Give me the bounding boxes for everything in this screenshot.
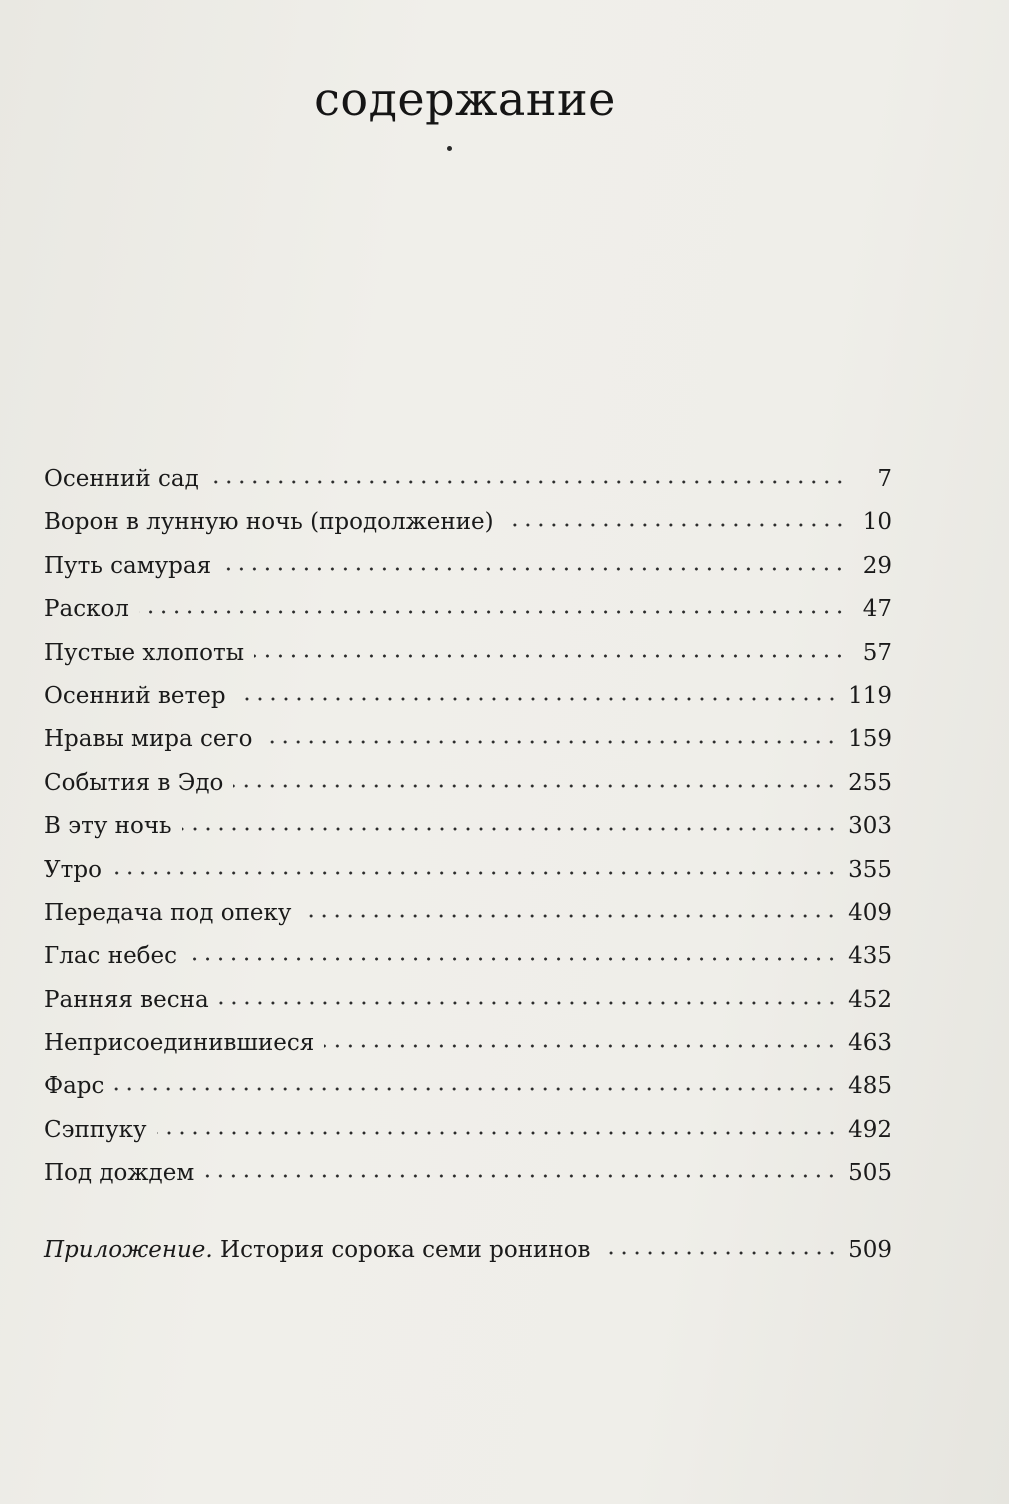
toc-entry <box>44 640 892 683</box>
toc-leader-dots <box>139 609 846 615</box>
toc-leader-dots <box>324 1043 838 1049</box>
toc-spacer <box>44 1204 892 1237</box>
toc-entry-title: События в Эдо <box>44 769 224 796</box>
table-of-contents <box>44 466 892 1280</box>
toc-entry <box>44 683 892 726</box>
toc-entry-page: 29 <box>862 552 892 579</box>
toc-entry-title: В эту ночь <box>44 813 172 840</box>
toc-entry-title: Сэппуку <box>44 1116 147 1143</box>
toc-leader-dots <box>236 696 838 702</box>
toc-entry-page: 47 <box>862 596 892 623</box>
toc-entry-page: 435 <box>848 943 892 970</box>
toc-entry-page: 10 <box>862 509 892 536</box>
toc-leader-dots <box>262 739 838 745</box>
toc-entry-title: Ранняя весна <box>44 986 209 1013</box>
toc-entry <box>44 1030 892 1073</box>
toc-entry-title: Неприсоединившиеся <box>44 1030 315 1057</box>
toc-entry-page: 159 <box>848 726 892 753</box>
toc-leader-dots <box>601 1250 839 1256</box>
toc-entry <box>44 857 892 900</box>
toc-entry <box>44 987 892 1030</box>
toc-entry-appendix <box>44 1237 892 1280</box>
toc-entry <box>44 943 892 986</box>
toc-entry <box>44 813 892 856</box>
toc-entry-title: Глас небес <box>44 943 178 970</box>
toc-leader-dots <box>221 566 846 572</box>
toc-entry-title: Путь самурая <box>44 552 212 579</box>
toc-entry-title: Осенний сад <box>44 466 199 492</box>
page-title: содержание <box>314 72 616 126</box>
toc-entry-page: 463 <box>848 1030 892 1057</box>
title-ornament-dot <box>447 146 452 151</box>
toc-leader-dots <box>254 653 846 659</box>
toc-entry <box>44 1117 892 1160</box>
toc-entry-page: 505 <box>848 1160 892 1187</box>
toc-leader-dots <box>504 522 846 528</box>
toc-leader-dots <box>114 1086 838 1092</box>
toc-entry-page: 485 <box>848 1073 892 1100</box>
toc-entry-page: 409 <box>848 899 892 926</box>
toc-leader-dots <box>187 956 838 962</box>
toc-entry-title: Ворон в лунную ночь (продолжение) <box>44 509 494 536</box>
toc-leader-dots <box>219 1000 838 1006</box>
toc-leader-dots <box>157 1130 839 1136</box>
toc-entry-page: 57 <box>862 639 892 666</box>
toc-entry-title: Нравы мира сего <box>44 726 253 753</box>
toc-entry <box>44 770 892 813</box>
toc-entry-page: 492 <box>848 1116 892 1143</box>
toc-entry-title: Фарс <box>44 1073 105 1100</box>
toc-entry <box>44 509 892 552</box>
toc-leader-dots <box>233 783 838 789</box>
toc-leader-dots <box>112 870 838 876</box>
toc-entry <box>44 1160 892 1203</box>
toc-entry-page: 452 <box>848 986 892 1013</box>
toc-entry-page: 119 <box>848 682 892 709</box>
toc-entry-title: Раскол <box>44 596 129 623</box>
toc-entry-page: 303 <box>848 813 892 840</box>
toc-entry-page: 7 <box>877 466 892 492</box>
appendix-label: Приложение. <box>44 1236 213 1263</box>
appendix-title: История сорока семи ронинов <box>212 1236 591 1263</box>
toc-entry <box>44 553 892 596</box>
toc-entry-title: Передача под опеку <box>44 899 292 926</box>
toc-entry <box>44 596 892 639</box>
toc-entry-title: Пустые хлопоты <box>44 639 245 666</box>
toc-leader-dots <box>204 1173 838 1179</box>
toc-leader-dots <box>209 479 846 485</box>
toc-entry <box>44 1073 892 1116</box>
toc-leader-dots <box>182 826 839 832</box>
toc-entry-title: Утро <box>44 856 102 883</box>
toc-entry-page: 255 <box>848 769 892 796</box>
toc-entry-page: 355 <box>848 856 892 883</box>
toc-entry-page: 509 <box>848 1236 892 1263</box>
toc-leader-dots <box>301 913 838 919</box>
toc-entry-title: Осенний ветер <box>44 682 226 709</box>
toc-entry-title: Под дождем <box>44 1160 195 1187</box>
toc-entry <box>44 466 892 509</box>
toc-entry-title <box>44 1237 591 1263</box>
toc-entry <box>44 726 892 769</box>
toc-entry <box>44 900 892 943</box>
